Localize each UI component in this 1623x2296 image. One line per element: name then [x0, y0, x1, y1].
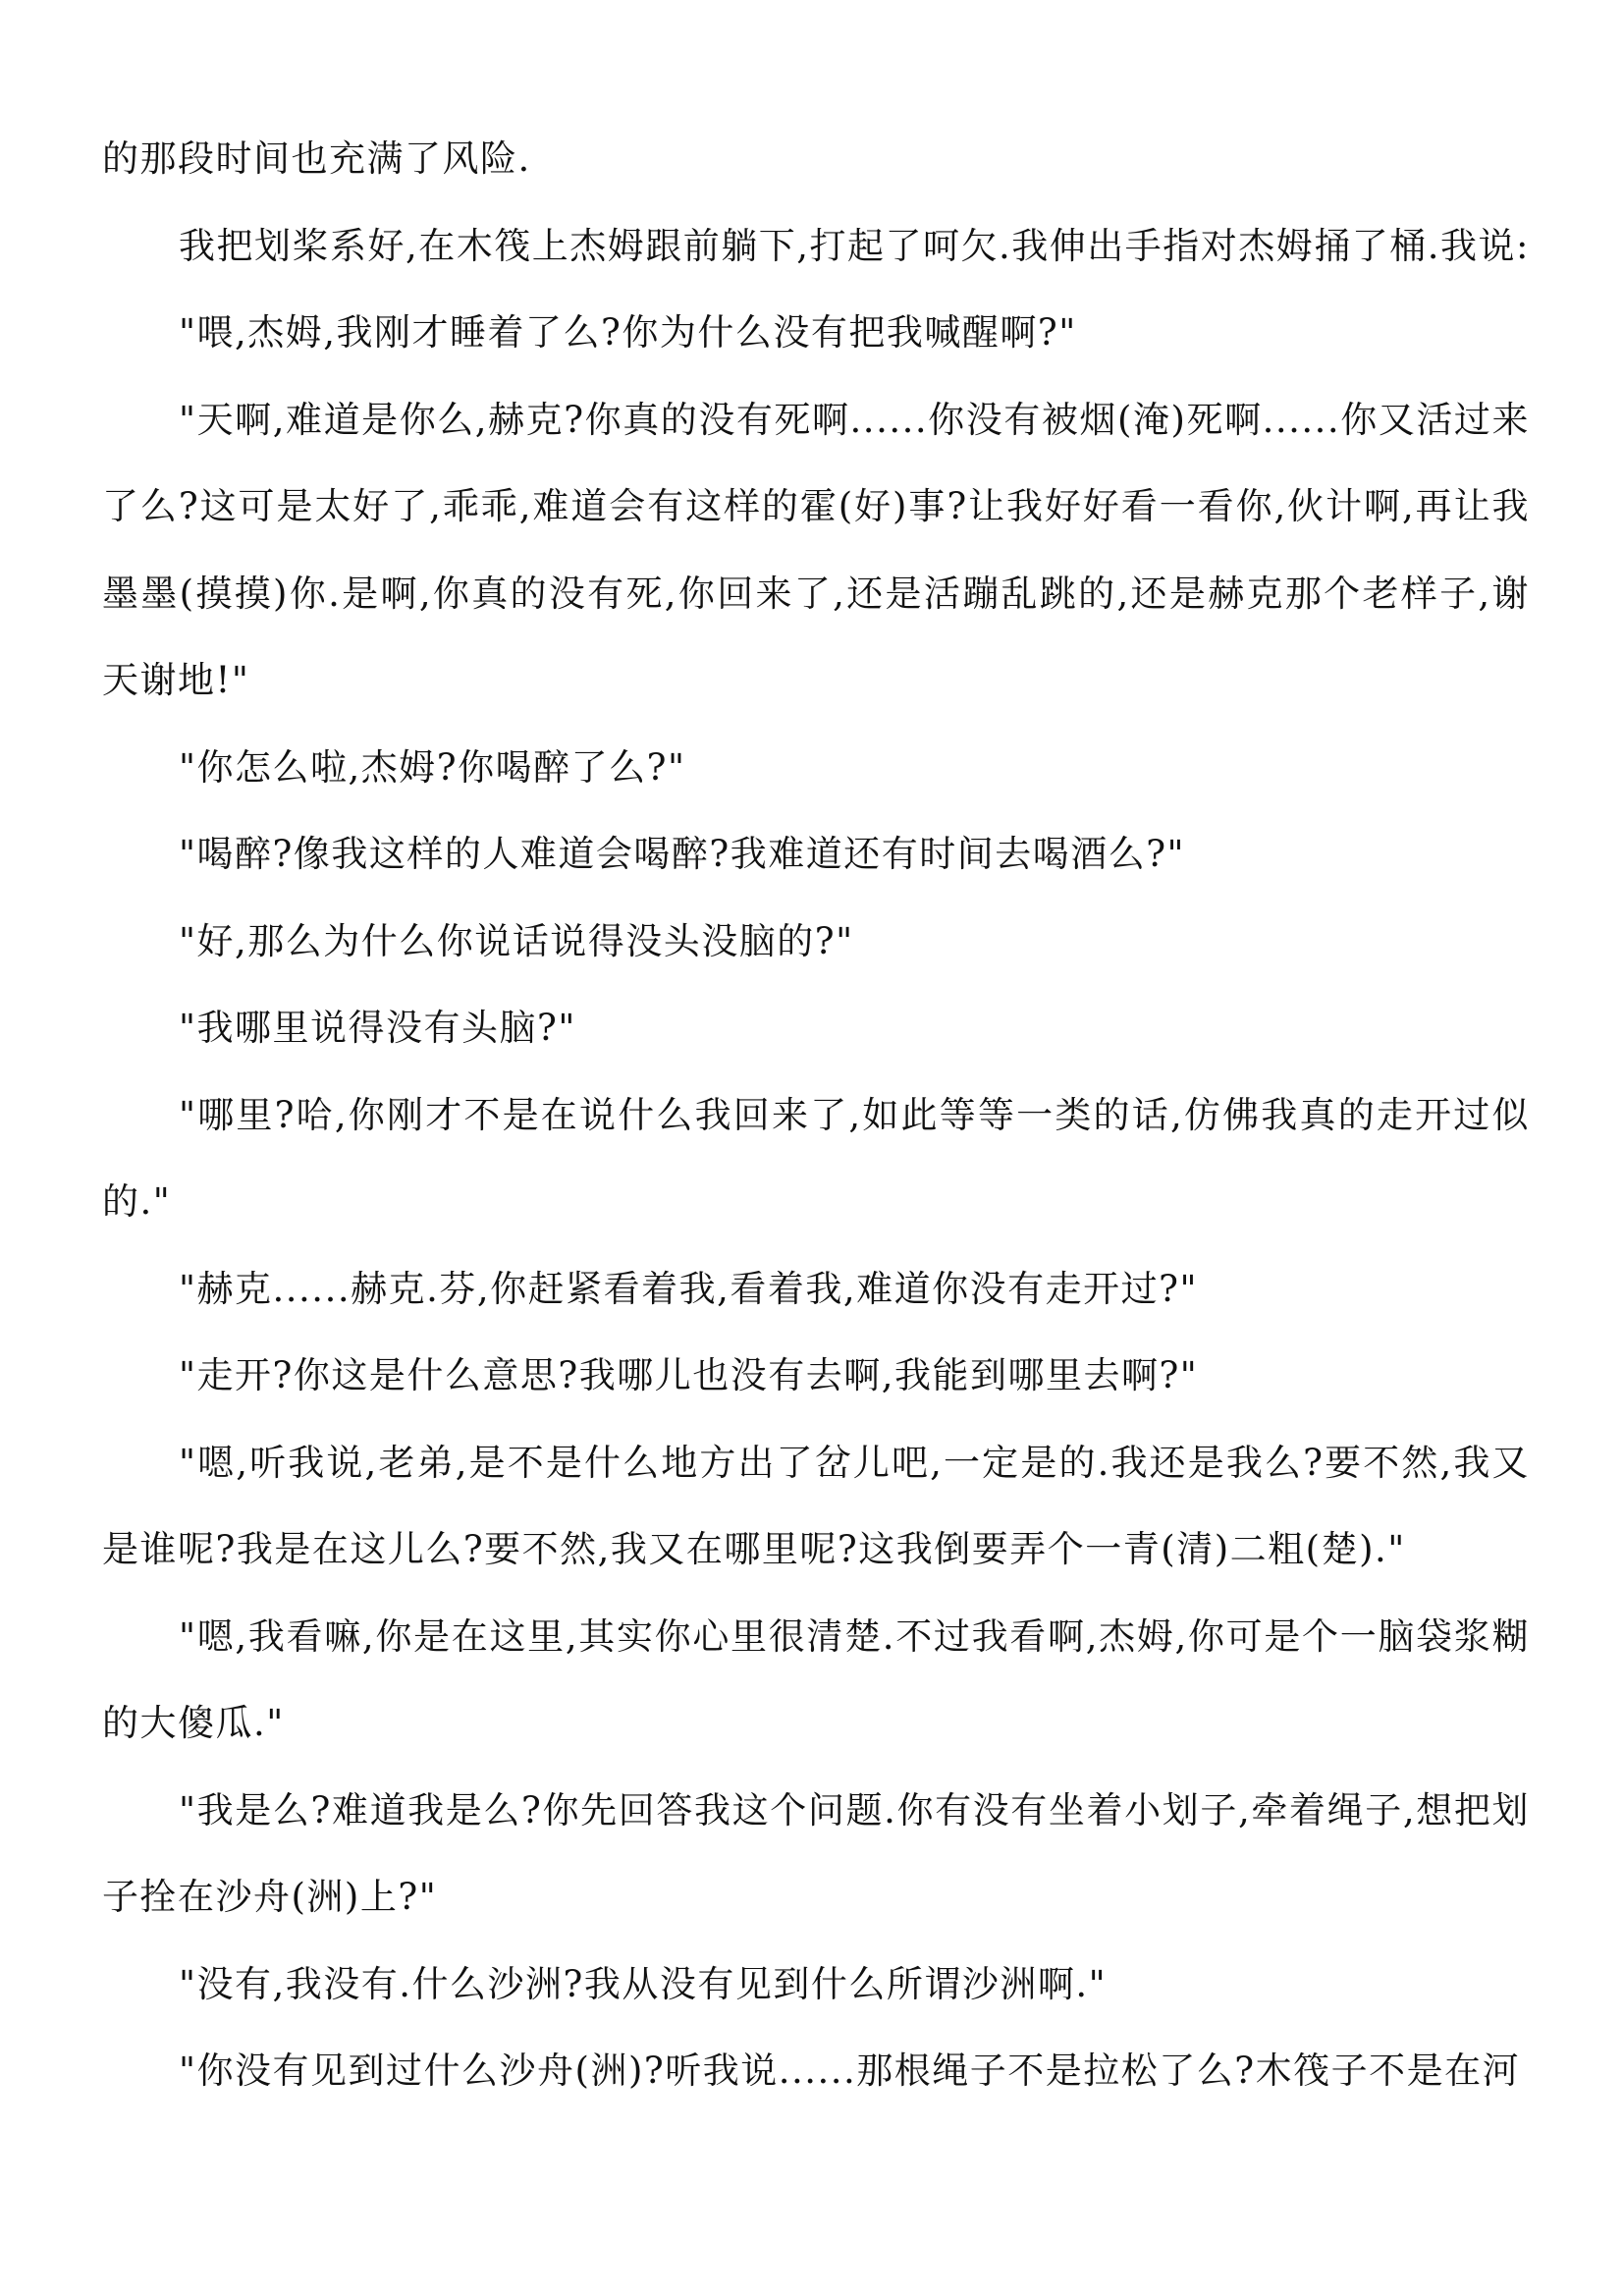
- paragraph-2: 我把划桨系好,在木筏上杰姆跟前躺下,打起了呵欠.我伸出手指对杰姆捅了桶.我说:: [179, 224, 1531, 267]
- paragraph-7: "好,那么为什么你说话说得没头没脑的?": [179, 919, 854, 962]
- paragraph-13: "嗯,我看嘛,你是在这里,其实你心里很清楚.不过我看啊,杰姆,你可是个一脑袋浆糊的大傻瓜.": [102, 1614, 1530, 1744]
- paragraph-6: "喝醉?像我这样的人难道会喝醉?我难道还有时间去喝酒么?": [179, 833, 1186, 875]
- paragraph-14: "我是么?难道我是么?你先回答我这个问题.你有没有坐着小划子,牵着绳子,想把划子拴在沙舟(洲)上?": [102, 1788, 1530, 1918]
- paragraph-8: "我哪里说得没有头脑?": [179, 1007, 576, 1049]
- document-body: [102, 116, 1530, 2115]
- paragraph-9: "哪里?哈,你刚才不是在说什么我回来了,如此等等一类的话,仿佛我真的走开过似的.": [102, 1093, 1530, 1223]
- paragraph-1: 的那段时间也充满了风险.: [102, 137, 531, 180]
- paragraph-5: "你怎么啦,杰姆?你喝醉了么?": [179, 745, 686, 789]
- paragraph-11: "走开?你这是什么意思?我哪儿也没有去啊,我能到哪里去啊?": [179, 1354, 1199, 1396]
- paragraph-15: "没有,我没有.什么沙洲?我从没有见到什么所谓沙洲啊.": [179, 1962, 1108, 2005]
- paragraph-10: "赫克......赫克.芬,你赶紧看着我,看着我,难道你没有走开过?": [179, 1267, 1198, 1310]
- paragraph-4: "天啊,难道是你么,赫克?你真的没有死啊......你没有被烟(淹)死啊......你又活过来了么?这可是太好了,乖乖,难道会有这样的霍(好)事?让我好好看一看你,伙计啊,再让我墨墨(摸摸)你.是啊,你真的没有死,你回来了,还是活蹦乱跳的,还是赫克那个老样子,谢天谢地!": [102, 398, 1530, 701]
- paragraph-16: "你没有见到过什么沙舟(洲)?听我说......那根绳子不是拉松了么?木筏子不是在河: [179, 2050, 1521, 2092]
- paragraph-3: "喂,杰姆,我刚才睡着了么?你为什么没有把我喊醒啊?": [179, 311, 1077, 354]
- paragraph-12: "嗯,听我说,老弟,是不是什么地方出了岔儿吧,一定是的.我还是我么?要不然,我又是谁呢?我是在这儿么?要不然,我又在哪里呢?这我倒要弄个一青(清)二粗(楚).": [102, 1441, 1530, 1570]
